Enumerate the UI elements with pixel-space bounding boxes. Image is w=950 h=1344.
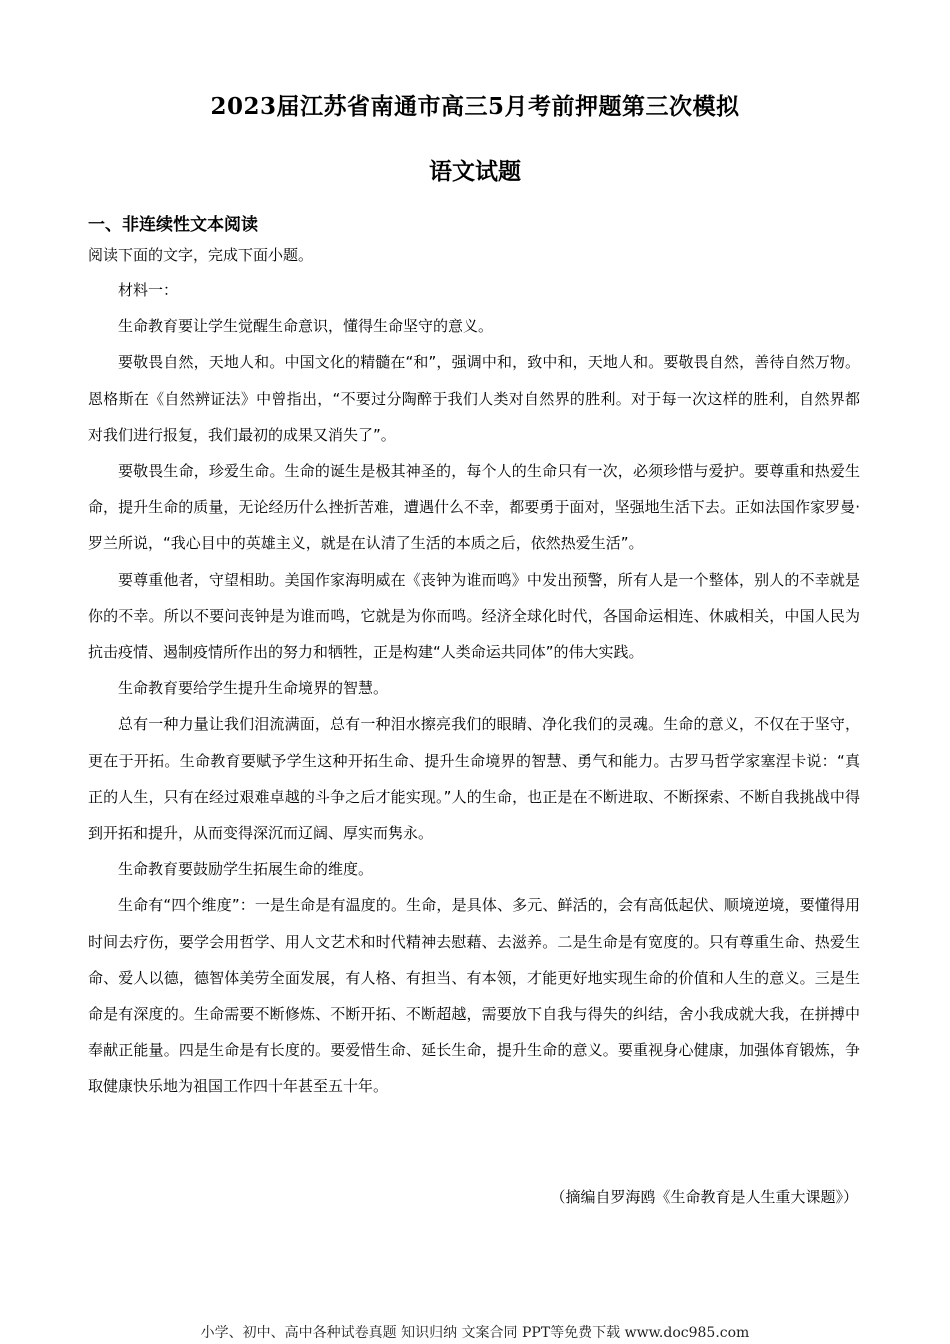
paragraph: 要敬畏自然，天地人和。中国文化的精髓在“和”，强调中和，致中和，天地人和。要敬畏自然，善待自然万物。恩格斯在《自然辨证法》中曾指出，“不要过分陶醉于我们人类对自然界的胜利。对于每一次这样的胜利，自然界都对我们进行报复，我们最初的成果又消失了”。 (88, 353, 860, 444)
paragraph: 要尊重他者，守望相助。美国作家海明威在《丧钟为谁而鸣》中发出预警，所有人是一个整体，别人的不幸就是你的不幸。所以不要问丧钟是为谁而鸣，它就是为你而鸣。经济全球化时代，各国命运相连、休戚相关，中国人民为抗击疫情、遏制疫情所作出的努力和牺牲，正是构建“人类命运共同体”的伟大实践。 (88, 570, 860, 662)
paragraph: 生命教育要让学生觉醒生命意识，懂得生命坚守的意义。 (118, 317, 494, 336)
paragraph: 材料一： (118, 281, 179, 299)
section-heading: 一、非连续性文本阅读 (88, 215, 258, 235)
instruction-text: 阅读下面的文字，完成下面小题。 (88, 246, 314, 264)
paragraph: 总有一种力量让我们泪流满面，总有一种泪水擦亮我们的眼睛、净化我们的灵魂。生命的意义，不仅在于坚守，更在于开拓。生命教育要赋予学生这种开拓生命、提升生命境界的智慧、勇气和能力。古罗马哲学家塞涅卡说：“真正的人生，只有在经过艰难卓越的斗争之后才能实现。”人的生命，也正是在不断进取、不断探索、不断自我挑战中得到开拓和提升，从而变得深沉而辽阔、厚实而隽永。 (88, 715, 860, 843)
paragraph: 生命教育要鼓励学生拓展生命的维度。 (118, 860, 374, 879)
reading-passage (88, 272, 860, 1105)
source-citation: （摘编自罗海鸥《生命教育是人生重大课题》） (550, 1188, 858, 1206)
paragraph: 要敬畏生命，珍爱生命。生命的诞生是极其神圣的，每个人的生命只有一次，必须珍惜与爱护。要尊重和热爱生命，提升生命的质量，无论经历什么挫折苦难，遭遇什么不幸，都要勇于面对，坚强地生活下去。正如法国作家罗曼·罗兰所说，“我心目中的英雄主义，就是在认清了生活的本质之后，依然热爱生活”。 (88, 462, 860, 553)
document-title: 2023届江苏省南通市高三5月考前押题第三次模拟 (210, 93, 740, 120)
paragraph: 生命有“四个维度”：一是生命是有温度的。生命，是具体、多元、鲜活的，会有高低起伏、顺境逆境，要懂得用时间去疗伤，要学会用哲学、用人文艺术和时代精神去慰藉、去滋养。二是生命是有宽度的。只有尊重生命、热爱生命、爱人以德，德智体美劳全面发展，有人格、有担当、有本领，才能更好地实现生命的价值和人生的意义。三是生命是有深度的。生命需要不断修炼、不断开拓、不断超越，需要放下自我与得失的纠结，舍小我成就大我，在拼搏中奉献正能量。四是生命是有长度的。要爱惜生命、延长生命，提升生命的意义。要重视身心健康，加强体育锻炼，争取健康快乐地为祖国工作四十年甚至五十年。 (88, 896, 860, 1096)
paragraph: 生命教育要给学生提升生命境界的智慧。 (118, 679, 389, 698)
document-subtitle: 语文试题 (429, 158, 521, 185)
page-footer: 小学、初中、高中各种试卷真题 知识归纳 文案合同 PPT等免费下载 www.doc985.com (200, 1325, 750, 1341)
